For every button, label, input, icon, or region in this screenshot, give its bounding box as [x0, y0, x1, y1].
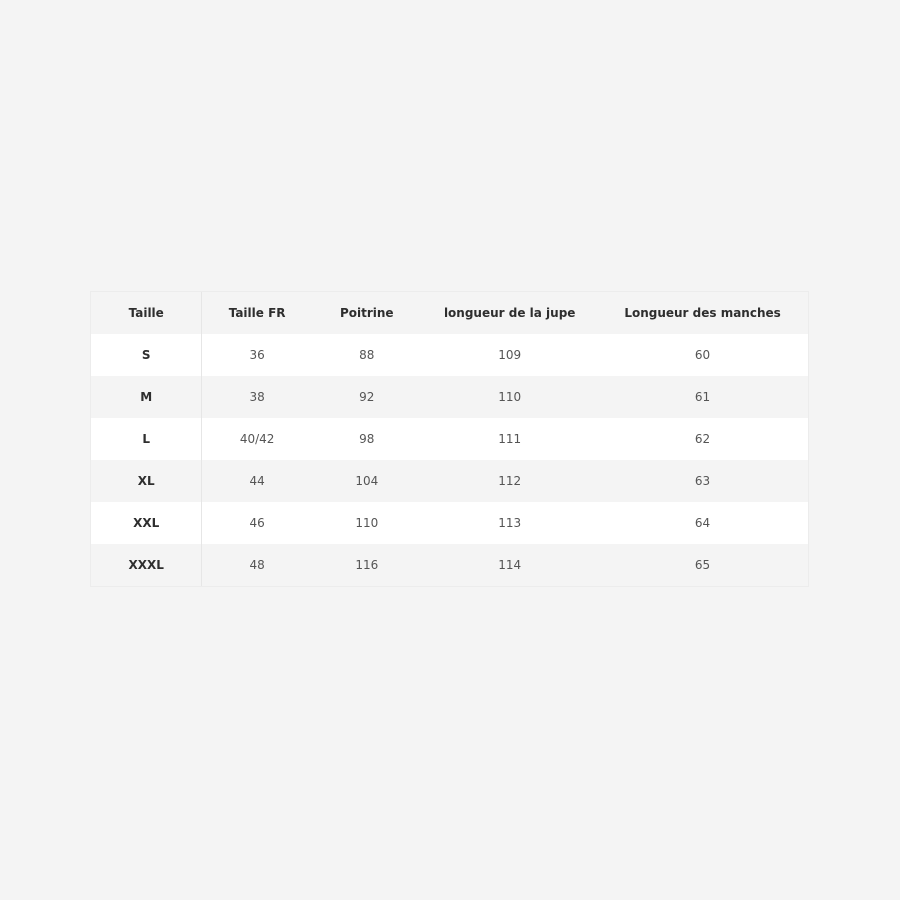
size-cell: XL [91, 460, 202, 502]
chest-cell: 98 [312, 418, 422, 460]
size-cell: L [91, 418, 202, 460]
chest-cell: 116 [312, 544, 422, 586]
header-sleeve-length: Longueur des manches [598, 292, 808, 334]
table-body [91, 334, 808, 586]
sleeve-length-cell: 60 [598, 334, 808, 376]
chest-cell: 110 [312, 502, 422, 544]
chest-cell: 92 [312, 376, 422, 418]
skirt-length-cell: 114 [422, 544, 598, 586]
table-row [91, 418, 808, 460]
table-row [91, 544, 808, 586]
sleeve-length-cell: 62 [598, 418, 808, 460]
skirt-length-cell: 110 [422, 376, 598, 418]
size-fr-cell: 36 [202, 334, 312, 376]
size-chart-table [91, 292, 808, 586]
table-header [91, 292, 808, 334]
table-row [91, 502, 808, 544]
header-row [91, 292, 808, 334]
skirt-length-cell: 109 [422, 334, 598, 376]
size-cell: S [91, 334, 202, 376]
size-fr-cell: 40/42 [202, 418, 312, 460]
chest-cell: 88 [312, 334, 422, 376]
size-fr-cell: 48 [202, 544, 312, 586]
size-cell: XXXL [91, 544, 202, 586]
skirt-length-cell: 112 [422, 460, 598, 502]
skirt-length-cell: 113 [422, 502, 598, 544]
size-fr-cell: 44 [202, 460, 312, 502]
sleeve-length-cell: 65 [598, 544, 808, 586]
header-size-fr: Taille FR [202, 292, 312, 334]
skirt-length-cell: 111 [422, 418, 598, 460]
table-row [91, 460, 808, 502]
size-fr-cell: 46 [202, 502, 312, 544]
size-fr-cell: 38 [202, 376, 312, 418]
header-size: Taille [91, 292, 202, 334]
size-cell: M [91, 376, 202, 418]
sleeve-length-cell: 61 [598, 376, 808, 418]
header-chest: Poitrine [312, 292, 422, 334]
chest-cell: 104 [312, 460, 422, 502]
size-cell: XXL [91, 502, 202, 544]
header-skirt-length: longueur de la jupe [422, 292, 598, 334]
table-row [91, 334, 808, 376]
table-row [91, 376, 808, 418]
sleeve-length-cell: 63 [598, 460, 808, 502]
sleeve-length-cell: 64 [598, 502, 808, 544]
